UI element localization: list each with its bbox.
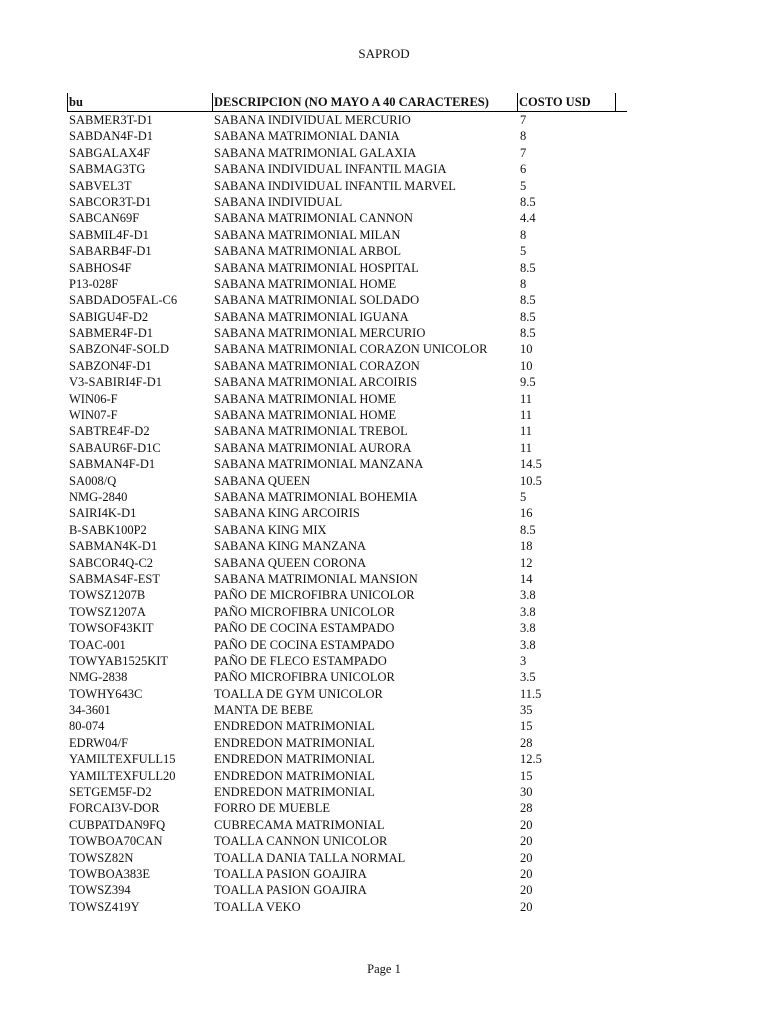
product-description: TOALLA PASION GOAJIRA	[214, 883, 367, 898]
table-row	[67, 751, 627, 767]
table-row	[67, 178, 627, 194]
table-row	[67, 325, 627, 341]
table-row	[67, 260, 627, 276]
product-description: SABANA KING ARCOIRIS	[214, 506, 360, 521]
product-code: TOWSZ1207B	[69, 588, 146, 603]
table-row	[67, 686, 627, 702]
product-cost: 8.5	[520, 326, 536, 341]
product-code: SABZON4F-D1	[69, 358, 152, 373]
product-description: PAÑO DE FLECO ESTAMPADO	[214, 653, 387, 668]
product-cost: 20	[520, 883, 533, 898]
product-description: SABANA MATRIMONIAL CANNON	[214, 211, 413, 226]
product-cost: 8.5	[520, 194, 536, 209]
product-cost: 20	[520, 899, 533, 914]
product-description: PAÑO MICROFIBRA UNICOLOR	[214, 604, 395, 619]
product-description: SABANA INDIVIDUAL INFANTIL MARVEL	[214, 178, 456, 193]
product-code: SABMAN4F-D1	[69, 457, 156, 472]
product-description: CUBRECAMA MATRIMONIAL	[214, 817, 385, 832]
product-description: PAÑO MICROFIBRA UNICOLOR	[214, 670, 395, 685]
document-title: SAPROD	[358, 46, 410, 61]
product-code: P13-028F	[69, 276, 119, 291]
product-description: SABANA MATRIMONIAL MILAN	[214, 227, 401, 242]
product-description: SABANA QUEEN CORONA	[214, 555, 367, 570]
product-code: SA008/Q	[69, 473, 117, 488]
table-row	[67, 555, 627, 571]
table-row	[67, 637, 627, 653]
product-description: SABANA MATRIMONIAL ARCOIRIS	[214, 375, 418, 390]
product-cost: 3.8	[520, 621, 536, 636]
product-cost: 4.4	[520, 211, 536, 226]
product-cost: 15	[520, 719, 533, 734]
product-description: ENDREDON MATRIMONIAL	[214, 768, 375, 783]
product-cost: 10.5	[520, 473, 542, 488]
product-code: SABZON4F-SOLD	[69, 342, 170, 357]
product-code: TOWSZ82N	[69, 850, 134, 865]
product-cost: 3.8	[520, 637, 536, 652]
product-cost: 20	[520, 850, 533, 865]
table-row	[67, 604, 627, 620]
table-row	[67, 718, 627, 734]
product-code: NMG-2840	[69, 489, 128, 504]
header-code: bu	[67, 93, 213, 111]
product-description: ENDREDON MATRIMONIAL	[214, 735, 375, 750]
product-description: ENDREDON MATRIMONIAL	[214, 752, 375, 767]
table-header	[67, 93, 627, 112]
product-cost: 3.8	[520, 604, 536, 619]
product-description: TOALLA PASION GOAJIRA	[214, 866, 367, 881]
product-code: TOAC-001	[69, 637, 126, 652]
table-row	[67, 161, 627, 177]
table-row	[67, 538, 627, 554]
product-description: SABANA MATRIMONIAL HOSPITAL	[214, 260, 419, 275]
product-description: SABANA MATRIMONIAL MANSION	[214, 571, 418, 586]
product-description: SABANA MATRIMONIAL CORAZON UNICOLOR	[214, 342, 488, 357]
product-cost: 5	[520, 178, 527, 193]
table-row	[67, 817, 627, 833]
product-code: TOWHY643C	[69, 686, 143, 701]
table-row	[67, 735, 627, 751]
table-row	[67, 112, 627, 128]
table-row	[67, 522, 627, 538]
product-cost: 7	[520, 113, 527, 127]
product-cost: 8	[520, 129, 527, 144]
product-code: SABDADO5FAL-C6	[69, 293, 178, 308]
product-description: SABANA MATRIMONIAL BOHEMIA	[214, 489, 418, 504]
product-cost: 11	[520, 440, 533, 455]
product-code: SABMER3T-D1	[69, 113, 153, 127]
product-code: TOWBOA383E	[69, 866, 151, 881]
table-row	[67, 210, 627, 226]
table-row	[67, 768, 627, 784]
table-row	[67, 571, 627, 587]
table-row	[67, 505, 627, 521]
table-row	[67, 669, 627, 685]
product-cost: 7	[520, 145, 527, 160]
product-description: SABANA INDIVIDUAL INFANTIL MAGIA	[214, 162, 447, 177]
product-cost: 3	[520, 653, 527, 668]
product-code: SABCOR4Q-C2	[69, 555, 154, 570]
product-code: SABARB4F-D1	[69, 244, 152, 259]
product-cost: 11	[520, 424, 533, 439]
product-cost: 5	[520, 489, 527, 504]
product-description: SABANA MATRIMONIAL HOME	[214, 391, 397, 406]
product-description: TOALLA DE GYM UNICOLOR	[214, 686, 383, 701]
table-row	[67, 866, 627, 882]
product-cost: 8.5	[520, 522, 536, 537]
product-cost: 3.8	[520, 588, 536, 603]
product-code: FORCAI3V-DOR	[69, 801, 160, 816]
table-row	[67, 374, 627, 390]
product-description: SABANA KING MANZANA	[214, 539, 367, 554]
product-code: SABMIL4F-D1	[69, 227, 149, 242]
product-code: SAIRI4K-D1	[69, 506, 137, 521]
product-description: SABANA MATRIMONIAL ARBOL	[214, 244, 402, 259]
product-code: SABVEL3T	[69, 178, 132, 193]
product-description: SABANA MATRIMONIAL GALAXIA	[214, 145, 417, 160]
table-row	[67, 227, 627, 243]
product-description: PAÑO DE COCINA ESTAMPADO	[214, 621, 395, 636]
product-code: TOWSZ419Y	[69, 899, 140, 914]
table-row	[67, 800, 627, 816]
table-row	[67, 587, 627, 603]
product-description: TOALLA VEKO	[214, 899, 301, 914]
table-row	[67, 473, 627, 489]
table-row	[67, 309, 627, 325]
product-description: MANTA DE BEBE	[214, 703, 313, 718]
product-description: SABANA MATRIMONIAL MANZANA	[214, 457, 424, 472]
table-row	[67, 276, 627, 292]
table-row	[67, 243, 627, 259]
product-description: ENDREDON MATRIMONIAL	[214, 785, 375, 800]
product-description: TOALLA DANIA TALLA NORMAL	[214, 850, 406, 865]
product-description: SABANA KING MIX	[214, 522, 327, 537]
product-code: SABCOR3T-D1	[69, 194, 152, 209]
product-description: SABANA MATRIMONIAL HOME	[214, 276, 397, 291]
product-code: SABMAS4F-EST	[69, 571, 160, 586]
product-cost: 20	[520, 834, 533, 849]
product-description: SABANA INDIVIDUAL MERCURIO	[214, 113, 411, 127]
table-row	[67, 145, 627, 161]
product-code: CUBPATDAN9FQ	[69, 817, 166, 832]
product-cost: 10	[520, 342, 533, 357]
page-number: Page 1	[367, 962, 401, 976]
product-code: TOWBOA70CAN	[69, 834, 163, 849]
product-description: SABANA MATRIMONIAL SOLDADO	[214, 293, 420, 308]
table-row	[67, 358, 627, 374]
table-row	[67, 456, 627, 472]
table-row	[67, 850, 627, 866]
product-cost: 10	[520, 358, 533, 373]
product-cost: 6	[520, 162, 527, 177]
product-description: SABANA MATRIMONIAL AURORA	[214, 440, 412, 455]
table-row	[67, 784, 627, 800]
table-row	[67, 620, 627, 636]
product-code: SABMER4F-D1	[69, 326, 154, 341]
product-cost: 8	[520, 276, 527, 291]
product-description: SABANA MATRIMONIAL TREBOL	[214, 424, 408, 439]
table-row	[67, 194, 627, 210]
product-description: SABANA MATRIMONIAL HOME	[214, 408, 397, 423]
product-description: FORRO DE MUEBLE	[214, 801, 330, 816]
product-cost: 3.5	[520, 670, 536, 685]
product-description: ENDREDON MATRIMONIAL	[214, 719, 375, 734]
product-code: V3-SABIRI4F-D1	[69, 375, 163, 390]
table-row	[67, 702, 627, 718]
product-cost: 30	[520, 785, 533, 800]
product-description: PAÑO DE MICROFIBRA UNICOLOR	[214, 588, 415, 603]
product-code: SABHOS4F	[69, 260, 132, 275]
product-cost: 8.5	[520, 260, 536, 275]
table-row	[67, 391, 627, 407]
product-cost: 14	[520, 571, 533, 586]
product-cost: 12	[520, 555, 533, 570]
table-row	[67, 341, 627, 357]
product-cost: 20	[520, 817, 533, 832]
product-code: B-SABK100P2	[69, 522, 147, 537]
table-row	[67, 440, 627, 456]
product-code: WIN06-F	[69, 391, 118, 406]
product-cost: 11	[520, 408, 533, 423]
product-description: PAÑO DE COCINA ESTAMPADO	[214, 637, 395, 652]
product-code: SABCAN69F	[69, 211, 140, 226]
table-row	[67, 833, 627, 849]
table-row	[67, 407, 627, 423]
table-row	[67, 882, 627, 898]
product-cost: 9.5	[520, 375, 536, 390]
product-cost: 8.5	[520, 293, 536, 308]
table-row	[67, 653, 627, 669]
product-description: SABANA QUEEN	[214, 473, 311, 488]
product-description: TOALLA CANNON UNICOLOR	[214, 834, 388, 849]
product-cost: 28	[520, 801, 533, 816]
product-cost: 5	[520, 244, 527, 259]
table-row	[67, 489, 627, 505]
product-cost: 16	[520, 506, 533, 521]
product-cost: 14.5	[520, 457, 542, 472]
product-cost: 15	[520, 768, 533, 783]
product-cost: 11.5	[520, 686, 542, 701]
product-cost: 12.5	[520, 752, 542, 767]
product-code: TOWSOF43KIT	[69, 621, 154, 636]
product-code: SABAUR6F-D1C	[69, 440, 161, 455]
table-row	[67, 423, 627, 439]
product-code: TOWSZ394	[69, 883, 131, 898]
product-code: SABDAN4F-D1	[69, 129, 154, 144]
table-body	[67, 112, 627, 915]
product-code: SABMAN4K-D1	[69, 539, 158, 554]
product-description: SABANA MATRIMONIAL IGUANA	[214, 309, 409, 324]
product-code: SABIGU4F-D2	[69, 309, 149, 324]
product-code: 80-074	[69, 719, 105, 734]
product-cost: 35	[520, 703, 533, 718]
product-code: SABGALAX4F	[69, 145, 151, 160]
table-row	[67, 292, 627, 308]
product-description: SABANA MATRIMONIAL CORAZON	[214, 358, 420, 373]
product-code: SABTRE4F-D2	[69, 424, 150, 439]
product-code: WIN07-F	[69, 408, 118, 423]
product-code: YAMILTEXFULL20	[69, 768, 176, 783]
product-code: NMG-2838	[69, 670, 128, 685]
product-code: SETGEM5F-D2	[69, 785, 152, 800]
product-cost: 18	[520, 539, 533, 554]
product-code: TOWSZ1207A	[69, 604, 146, 619]
product-code: EDRW04/F	[69, 735, 129, 750]
product-cost: 20	[520, 866, 533, 881]
product-code: YAMILTEXFULL15	[69, 752, 176, 767]
product-cost: 11	[520, 391, 533, 406]
product-description: SABANA MATRIMONIAL DANIA	[214, 129, 400, 144]
product-code: TOWYAB1525KIT	[69, 653, 169, 668]
product-description: SABANA MATRIMONIAL MERCURIO	[214, 326, 426, 341]
product-cost: 8.5	[520, 309, 536, 324]
product-code: 34-3601	[69, 703, 111, 718]
table-row	[67, 128, 627, 144]
product-table	[67, 93, 627, 915]
header-description: DESCRIPCION (NO MAYO A 40 CARACTERES)	[212, 93, 518, 111]
header-cost: COSTO USD	[517, 93, 616, 111]
product-cost: 28	[520, 735, 533, 750]
product-cost: 8	[520, 227, 527, 242]
table-row	[67, 899, 627, 915]
product-description: SABANA INDIVIDUAL	[214, 194, 343, 209]
product-code: SABMAG3TG	[69, 162, 146, 177]
